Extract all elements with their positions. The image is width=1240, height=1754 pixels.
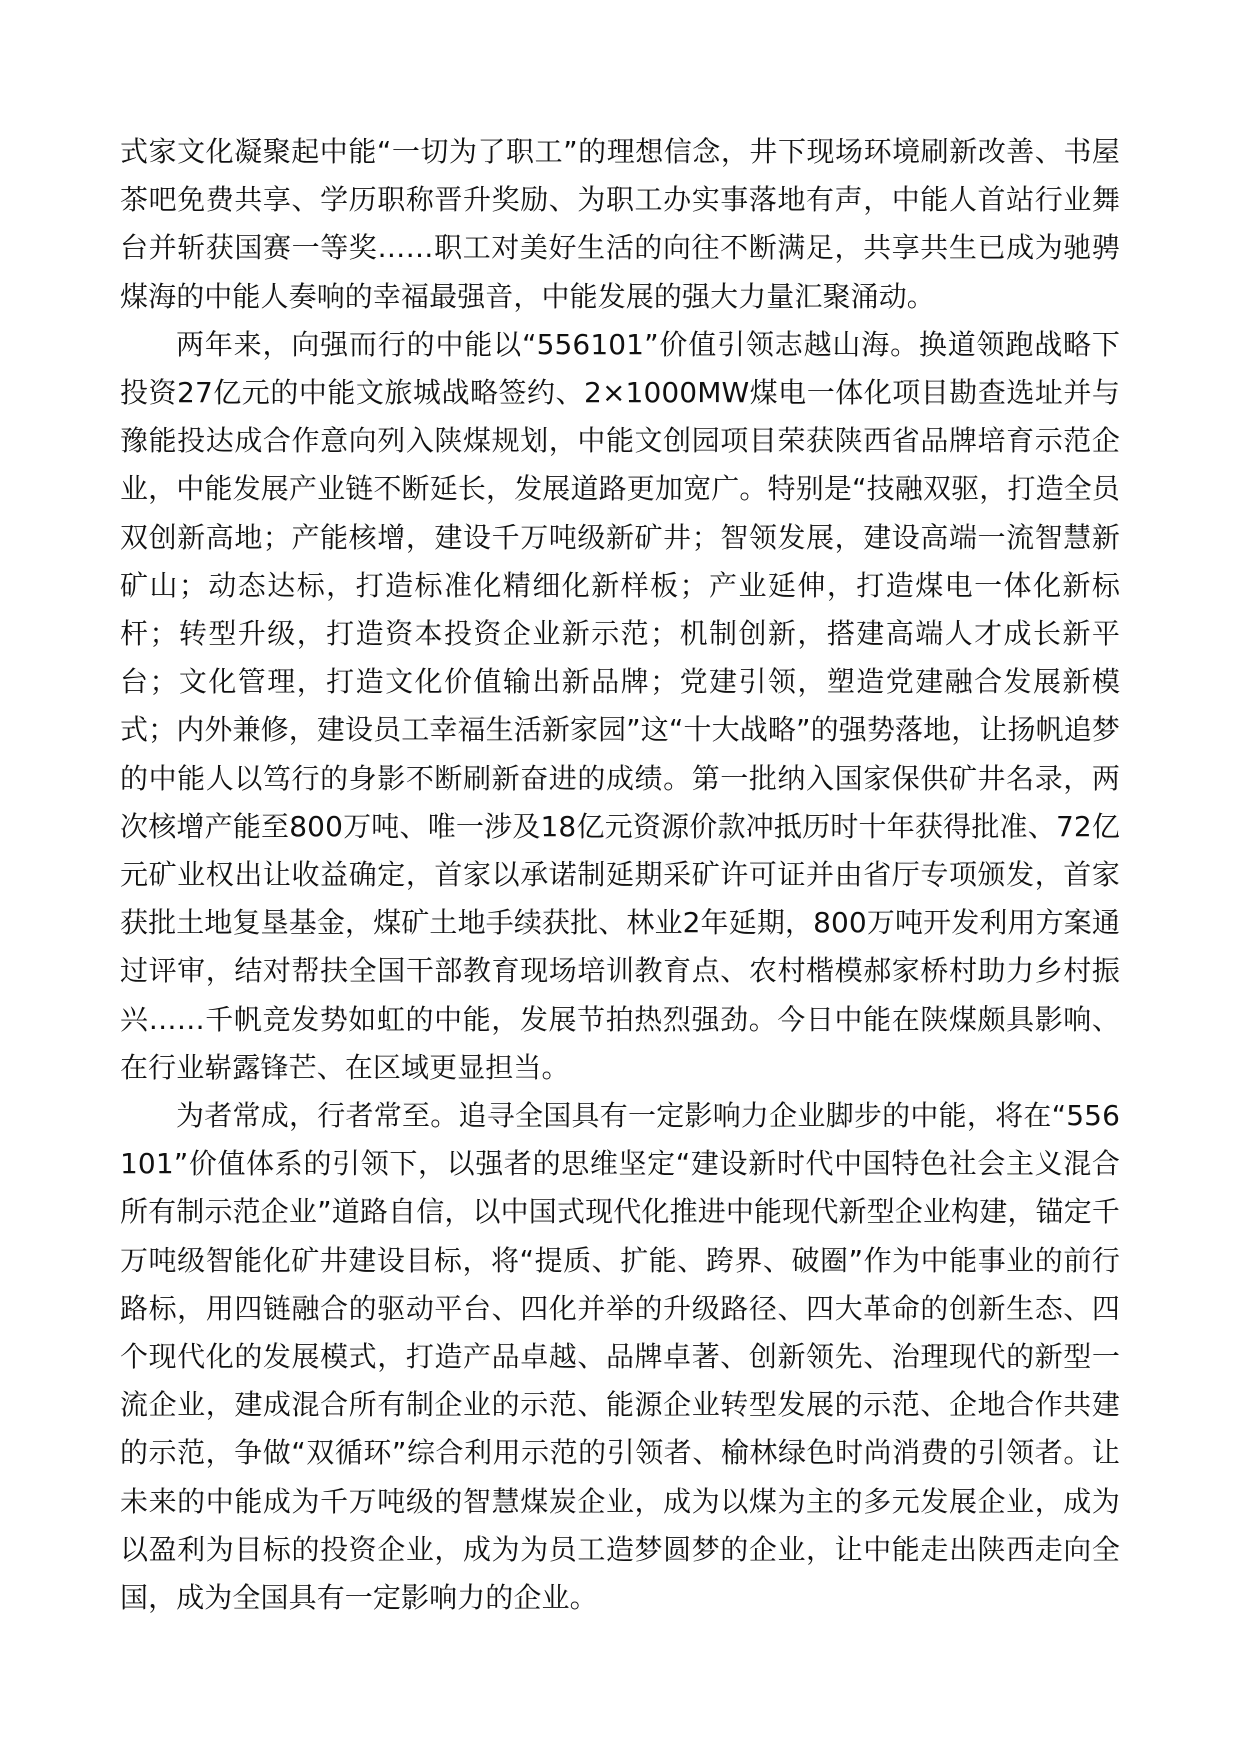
paragraph-two-years: 两年来，向强而行的中能以“556101”价值引领志越山海。换道领跑战略下投资27亿元的中能文旅城战略签约、2×1000MW煤电一体化项目勘查选址并与豫能投达成合作意向列入陕煤规划，中能文创园项目荣获陕西省品牌培育示范企业，中能发展产业链不断延长，发展道路更加宽广。特别是“技融双驱，打造全员双创新高地；产能核增，建设千万吨级新矿井；智领发展，建设高端一流智慧新矿山；动态达标，打造标准化精细化新样板；产业延伸，打造煤电一体化新标杆；转型升级，打造资本投资企业新示范；机制创新，搭建高端人才成长新平台；文化管理，打造文化价值输出新品牌；党建引领，塑造党建融合发展新模式；内外兼修，建设员工幸福生活新家园”这“十大战略”的强势落地，让扬帆追梦的中能人以笃行的身影不断刷新奋进的成绩。第一批纳入国家保供矿井名录，两次核增产能至800万吨、唯一涉及18亿元资源价款冲抵历时十年获得批准、72亿元矿业权出让收益确定，首家以承诺制延期采矿许可证并由省厅专项颁发，首家获批土地复垦基金，煤矿土地手续获批、林业2年延期，800万吨开发利用方案通过评审，结对帮扶全国干部教育现场培训教育点、农村楷模郝家桥村助力乡村振兴……千帆竞发势如虹的中能，发展节拍热烈强劲。今日中能在陕煤颇具影响、在行业崭露锋芒、在区域更显担当。 (120, 327, 1120, 1084)
paragraph-future-goals: 为者常成，行者常至。追寻全国具有一定影响力企业脚步的中能，将在“556101”价值体系的引领下，以强者的思维坚定“建设新时代中国特色社会主义混合所有制示范企业”道路自信，以中国式现代化推进中能现代新型企业构建，锚定千万吨级智能化矿井建设目标，将“提质、扩能、跨界、破圈”作为中能事业的前行路标，用四链融合的驱动平台、四化并举的升级路径、四大革命的创新生态、四个现代化的发展模式，打造产品卓越、品牌卓著、创新领先、治理现代的新型一流企业，建成混合所有制企业的示范、能源企业转型发展的示范、企地合作共建的示范，争做“双循环”综合利用示范的引领者、榆林绿色时尚消费的引领者。让未来的中能成为千万吨级的智慧煤炭企业，成为以煤为主的多元发展企业，成为以盈利为目标的投资企业，成为为员工造梦圆梦的企业，让中能走出陕西走向全国，成为全国具有一定影响力的企业。 (120, 1099, 1120, 1615)
document-body (120, 128, 1120, 1622)
paragraph-continued: 式家文化凝聚起中能“一切为了职工”的理想信念，井下现场环境刷新改善、书屋茶吧免费共享、学历职称晋升奖励、为职工办实事落地有声，中能人首站行业舞台并斩获国赛一等奖……职工对美好生活的向往不断满足，共享共生已成为驰骋煤海的中能人奏响的幸福最强音，中能发展的强大力量汇聚涌动。 (120, 135, 1120, 313)
